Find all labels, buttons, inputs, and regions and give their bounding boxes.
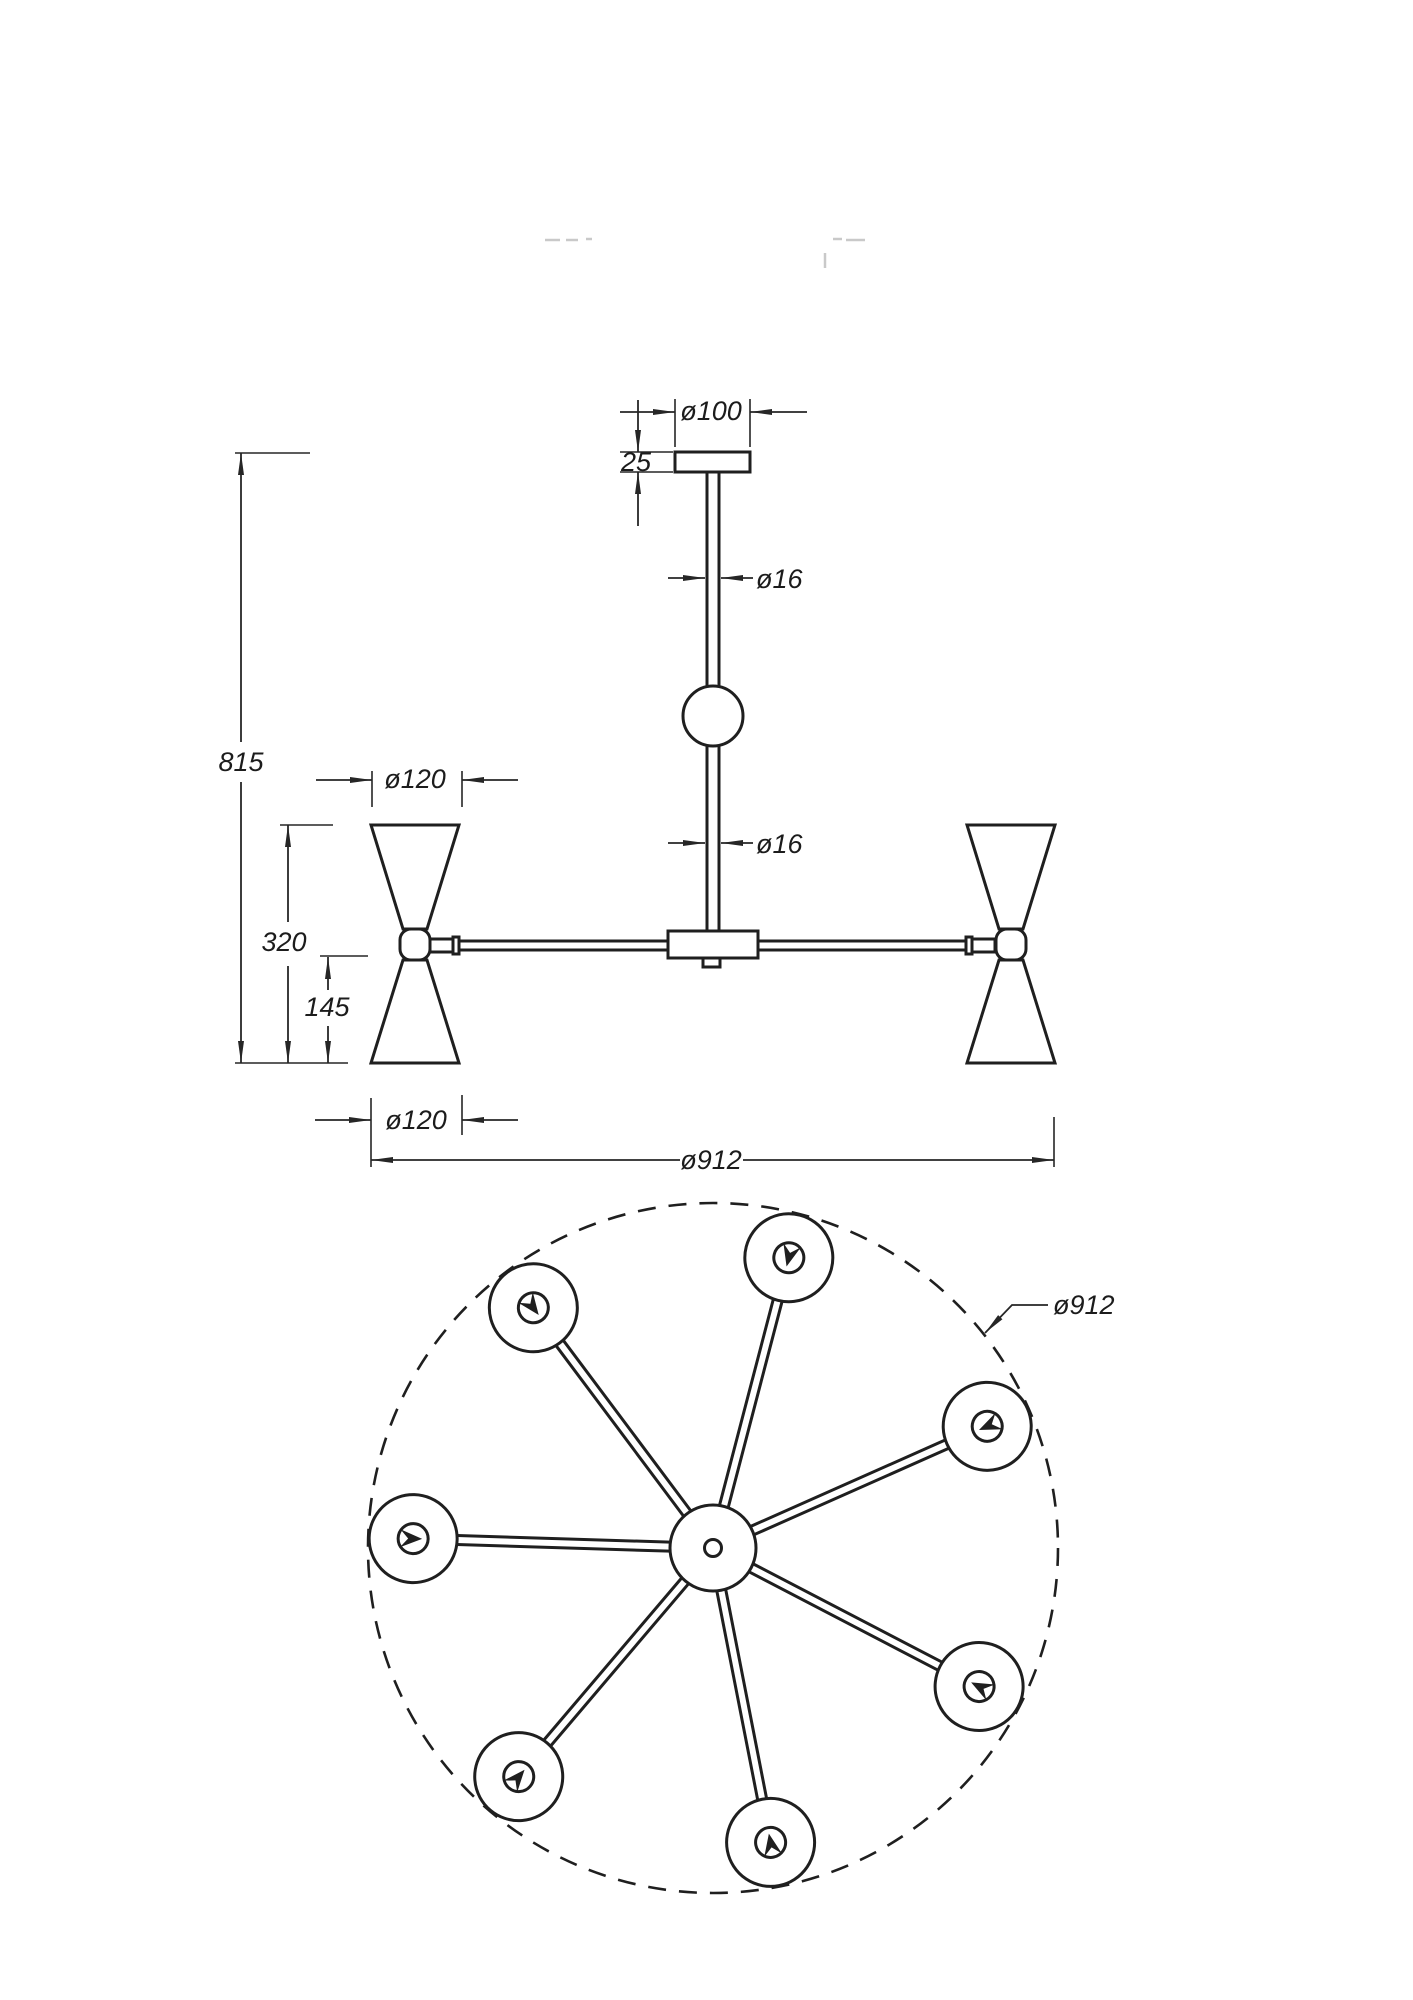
dim-overall-height (218, 453, 310, 1063)
plan-arm-5 (472, 1246, 723, 1540)
right-lamp-socket (996, 929, 1026, 960)
right-lamp (967, 825, 1055, 1063)
dim-canopy-diameter (620, 396, 807, 447)
plan-arm-3 (457, 1552, 719, 1838)
plan-view (368, 1203, 1115, 1894)
left-arm-collar (453, 937, 459, 954)
dim-text-fixture-diameter-side: ø912 (680, 1145, 742, 1175)
left-lamp-upper-cone (371, 825, 459, 929)
central-hub (668, 931, 758, 967)
dim-text-rod-upper: ø16 (756, 564, 803, 594)
dim-fixture-diameter-side (371, 1117, 1054, 1175)
lamp-glyph (400, 1529, 423, 1548)
dim-lamp-height (261, 825, 333, 1063)
dim-text-canopy-diameter: ø100 (680, 396, 742, 426)
left-lamp-lower-cone (371, 960, 459, 1063)
ball-joint (683, 686, 743, 746)
plan-hub (670, 1505, 756, 1591)
plan-arm-1 (731, 1529, 1039, 1746)
dim-text-canopy-thickness: 25 (620, 447, 652, 477)
ceiling-canopy (675, 452, 750, 472)
right-lamp-lower-cone (967, 960, 1055, 1063)
left-lamp (371, 825, 459, 1063)
plan-arm-7 (734, 1368, 1045, 1571)
plan-arm-2 (678, 1582, 822, 1894)
right-lamp-upper-cone (967, 825, 1055, 929)
dim-rod-upper (668, 564, 804, 594)
horizontal-arms (430, 937, 995, 954)
dim-text-lamp-height: 320 (261, 927, 307, 957)
dim-canopy-thickness (620, 400, 673, 526)
dim-fixture-diameter-plan (985, 1290, 1115, 1333)
left-arm-connector (430, 939, 453, 952)
dim-text-lamp-lower-height: 145 (304, 992, 350, 1022)
vertical-rod (707, 472, 719, 931)
dim-text-rod-lower: ø16 (756, 829, 803, 859)
lamp-glyph (760, 1832, 782, 1857)
plan-arm-6 (681, 1204, 842, 1517)
plan-arm-4 (368, 1493, 672, 1590)
dim-text-shade-bottom-diameter: ø120 (385, 1105, 447, 1135)
dim-text-shade-top-diameter: ø120 (384, 764, 446, 794)
dim-text-fixture-diameter-plan: ø912 (1053, 1290, 1115, 1320)
right-arm-connector (972, 939, 995, 952)
dim-lamp-lower-height (304, 956, 368, 1063)
dim-shade-top-diameter (316, 764, 518, 807)
elevation-view (218, 396, 1055, 1175)
plan-outline-dashed-circle (368, 1203, 1058, 1893)
left-lamp-socket (400, 929, 430, 960)
dim-text-overall-height: 815 (218, 747, 264, 777)
faint-watermark-marks (545, 239, 865, 268)
dim-rod-lower (668, 829, 804, 859)
dim-shade-bottom-diameter (315, 1095, 518, 1167)
